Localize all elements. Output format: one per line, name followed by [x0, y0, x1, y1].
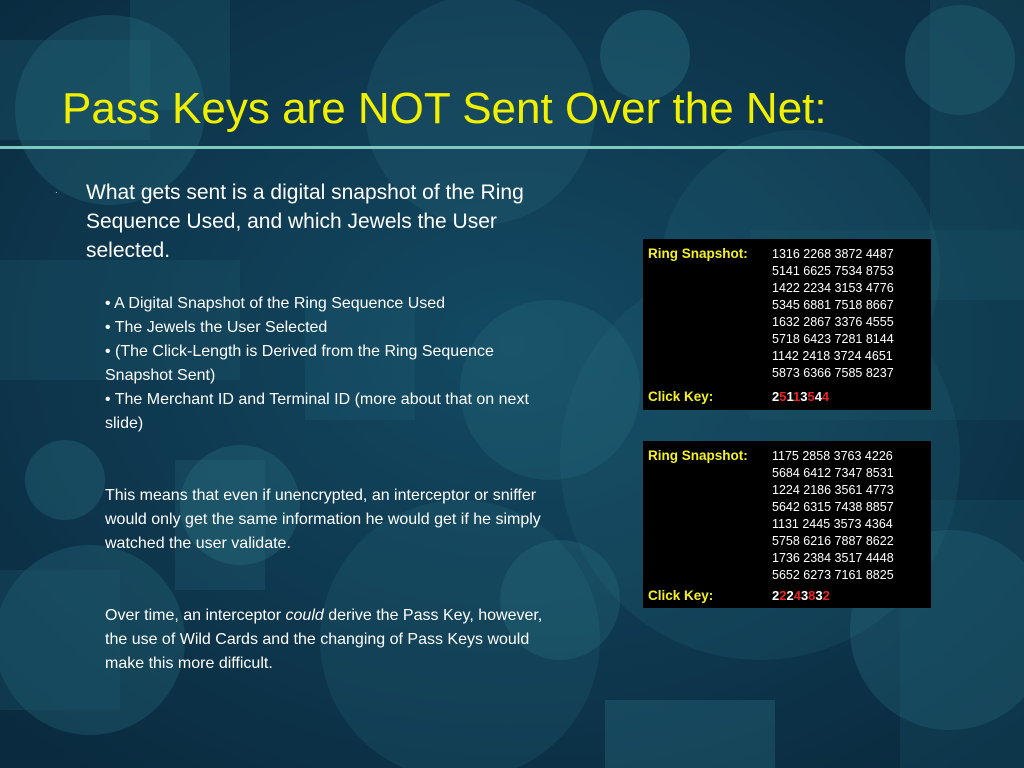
ring-snapshot-panel-2 — [643, 441, 931, 608]
bullet-marker: · — [55, 188, 58, 197]
ring-snapshot-rows — [772, 448, 894, 584]
snapshot-row: 5718 6423 7281 8144 — [772, 332, 894, 346]
main-point: What gets sent is a digital snapshot of the Ring Sequence Used, and which Jewels the User selected. — [86, 181, 524, 262]
click-key-digit: 1 — [786, 389, 793, 404]
snapshot-row: 5652 6273 7161 8825 — [772, 568, 894, 582]
snapshot-row: 1632 2867 3376 4555 — [772, 315, 894, 329]
explanation-paragraph: This means that even if unencrypted, an interceptor or sniffer would only get the same information he would get if he simply watched the user validate. — [105, 487, 541, 552]
sub-point: • A Digital Snapshot of the Ring Sequence Used — [105, 295, 446, 312]
snapshot-row: 1224 2186 3561 4773 — [772, 483, 894, 497]
click-key-digit: 5 — [807, 389, 815, 404]
click-key-digit: 4 — [821, 389, 830, 404]
click-key-digit: 3 — [800, 588, 809, 603]
click-key-label: Click Key: — [648, 389, 714, 404]
ring-snapshot-rows — [772, 246, 894, 382]
snapshot-row: 5758 6216 7887 8622 — [772, 534, 894, 548]
click-key-value — [772, 588, 830, 603]
paragraph-text: Over time, an interceptor — [105, 607, 286, 624]
interceptor-paragraph — [105, 604, 545, 676]
sub-point: • The Merchant ID and Terminal ID (more about that on next slide) — [105, 391, 529, 432]
snapshot-row: 1422 2234 3153 4776 — [772, 281, 894, 295]
click-key-digit: 8 — [808, 588, 816, 603]
sub-point-list — [105, 292, 545, 436]
snapshot-row: 1736 2384 3517 4448 — [772, 551, 894, 565]
click-key-digit: 3 — [800, 389, 808, 404]
click-key-digit: 2 — [822, 588, 830, 603]
click-key-digit: 5 — [779, 389, 787, 404]
click-key-digit: 1 — [792, 389, 801, 404]
click-key-digit: 3 — [815, 588, 823, 603]
ring-snapshot-label: Ring Snapshot: — [648, 448, 748, 463]
snapshot-row: 5642 6315 7438 8857 — [772, 500, 894, 514]
snapshot-row: 5684 6412 7347 8531 — [772, 466, 894, 480]
paragraph-text: derive the Pass Key, however, the use of Wild Cards and the changing of Pass Keys would make this more difficult. — [105, 607, 543, 672]
click-key-digit: 4 — [814, 389, 822, 404]
sub-point: • (The Click-Length is Derived from the Ring Sequence Snapshot Sent) — [105, 343, 494, 384]
snapshot-row: 1142 2418 3724 4651 — [772, 349, 893, 363]
snapshot-row: 1316 2268 3872 4487 — [772, 247, 894, 261]
title-underline — [0, 146, 1024, 149]
click-key-digit: 2 — [786, 588, 794, 603]
click-key-digit: 2 — [772, 389, 780, 404]
snapshot-row: 5345 6881 7518 8667 — [772, 298, 894, 312]
click-key-label: Click Key: — [648, 588, 714, 603]
snapshot-row: 1131 2445 3573 4364 — [772, 517, 893, 531]
ring-snapshot-panel-1 — [643, 239, 931, 410]
snapshot-row: 5873 6366 7585 8237 — [772, 366, 894, 380]
sub-point: • The Jewels the User Selected — [105, 319, 328, 336]
click-key-digit: 2 — [779, 588, 787, 603]
click-key-digit: 4 — [793, 588, 801, 603]
emphasis-text: could — [285, 607, 324, 624]
slide-title: Pass Keys are NOT Sent Over the Net: — [62, 84, 827, 133]
snapshot-row: 1175 2858 3763 4226 — [772, 449, 893, 463]
click-key-value — [772, 389, 829, 404]
ring-snapshot-label: Ring Snapshot: — [648, 246, 748, 261]
click-key-digit: 2 — [772, 588, 780, 603]
snapshot-row: 5141 6625 7534 8753 — [772, 264, 894, 278]
